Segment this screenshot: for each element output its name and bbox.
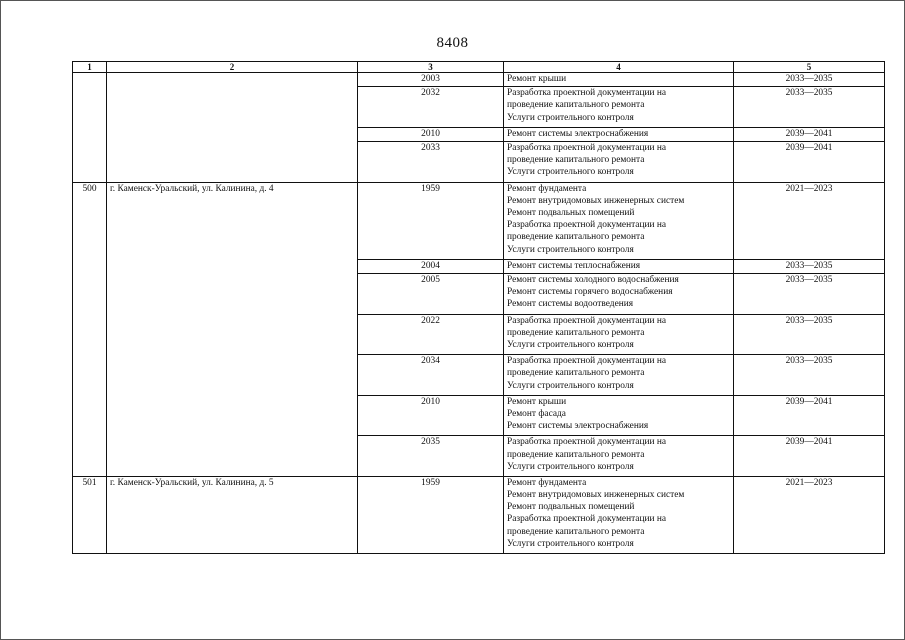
work-item: проведение капитального ремонта: [507, 327, 645, 338]
work-item: Ремонт системы горячего водоснабжения: [507, 287, 673, 298]
work-item: Ремонт крыши: [507, 396, 567, 407]
work-item: Услуги строительного контроля: [507, 461, 634, 472]
work-item: Услуги строительного контроля: [507, 538, 634, 549]
table-row: [73, 476, 885, 553]
cell-address: [107, 314, 358, 355]
work-item: Ремонт внутридомовых инженерных систем: [507, 195, 685, 206]
cell-address: г. Каменск-Уральский, ул. Калинина, д. 5: [107, 476, 358, 553]
cell-year: 2034: [358, 355, 504, 396]
cell-works: [504, 73, 734, 87]
table-body: [73, 73, 885, 554]
work-item: Ремонт системы теплоснабжения: [507, 260, 641, 271]
cell-works: [504, 127, 734, 141]
cell-address: [107, 259, 358, 273]
cell-works: [504, 182, 734, 259]
cell-period: 2021—2023: [734, 476, 885, 553]
cell-period: 2033—2035: [734, 87, 885, 128]
work-item: Разработка проектной документации на: [507, 88, 667, 99]
cell-period: 2033—2035: [734, 314, 885, 355]
cell-year: 2022: [358, 314, 504, 355]
cell-number: [73, 259, 107, 273]
column-header: 3: [358, 62, 504, 73]
work-item: Разработка проектной документации на: [507, 356, 667, 367]
work-item: Ремонт системы электроснабжения: [507, 128, 649, 139]
cell-year: 2005: [358, 273, 504, 314]
work-item: Услуги строительного контроля: [507, 167, 634, 178]
cell-year: 2010: [358, 395, 504, 436]
work-item: Услуги строительного контроля: [507, 244, 634, 255]
cell-year: 2033: [358, 141, 504, 182]
cell-period: 2033—2035: [734, 259, 885, 273]
cell-number: [73, 436, 107, 477]
cell-works: [504, 476, 734, 553]
cell-works: [504, 273, 734, 314]
cell-period: 2021—2023: [734, 182, 885, 259]
cell-works: [504, 314, 734, 355]
work-item: Ремонт фундамента: [507, 477, 587, 488]
cell-year: 1959: [358, 476, 504, 553]
work-item: Разработка проектной документации на: [507, 514, 667, 525]
work-item: Ремонт фундамента: [507, 183, 587, 194]
table-row: [73, 73, 885, 87]
work-item: Услуги строительного контроля: [507, 339, 634, 350]
table-header-row: [73, 62, 885, 73]
work-item: Услуги строительного контроля: [507, 112, 634, 123]
cell-period: 2039—2041: [734, 141, 885, 182]
cell-works: [504, 259, 734, 273]
cell-number: [73, 141, 107, 182]
work-item: Ремонт крыши: [507, 74, 567, 84]
cell-number: [73, 73, 107, 87]
cell-number: [73, 395, 107, 436]
table-row: [73, 87, 885, 128]
work-item: Ремонт подвальных помещений: [507, 207, 635, 218]
cell-year: 2035: [358, 436, 504, 477]
work-item: проведение капитального ремонта: [507, 100, 645, 111]
table-row: [73, 395, 885, 436]
cell-works: [504, 436, 734, 477]
work-item: Ремонт внутридомовых инженерных систем: [507, 490, 685, 501]
cell-number: 501: [73, 476, 107, 553]
work-item: проведение капитального ремонта: [507, 155, 645, 166]
page-number: 8408: [436, 35, 469, 51]
cell-year: 2010: [358, 127, 504, 141]
work-item: Ремонт системы электроснабжения: [507, 421, 649, 432]
cell-year: 2004: [358, 259, 504, 273]
cell-number: [73, 87, 107, 128]
cell-year: 2003: [358, 73, 504, 87]
cell-address: [107, 87, 358, 128]
cell-address: [107, 436, 358, 477]
work-item: проведение капитального ремонта: [507, 526, 645, 537]
cell-number: 500: [73, 182, 107, 259]
capital-repair-table: [72, 61, 885, 554]
work-item: проведение капитального ремонта: [507, 449, 645, 460]
cell-year: 2032: [358, 87, 504, 128]
cell-number: [73, 273, 107, 314]
cell-address: [107, 355, 358, 396]
cell-works: [504, 395, 734, 436]
cell-period: 2039—2041: [734, 127, 885, 141]
work-item: Разработка проектной документации на: [507, 220, 667, 231]
cell-address: [107, 127, 358, 141]
cell-period: 2039—2041: [734, 395, 885, 436]
column-header: 4: [504, 62, 734, 73]
work-item: Услуги строительного контроля: [507, 380, 634, 391]
work-item: Разработка проектной документации на: [507, 315, 667, 326]
cell-address: г. Каменск-Уральский, ул. Калинина, д. 4: [107, 182, 358, 259]
table-row: [73, 182, 885, 259]
table-row: [73, 314, 885, 355]
column-header: 2: [107, 62, 358, 73]
cell-address: [107, 73, 358, 87]
cell-works: [504, 355, 734, 396]
column-header: 5: [734, 62, 885, 73]
cell-number: [73, 127, 107, 141]
work-item: Ремонт системы водоотведения: [507, 299, 634, 310]
work-item: Ремонт подвальных помещений: [507, 502, 635, 513]
work-item: Разработка проектной документации на: [507, 142, 667, 153]
cell-period: 2039—2041: [734, 436, 885, 477]
work-item: Ремонт фасада: [507, 408, 566, 419]
cell-period: 2033—2035: [734, 73, 885, 87]
cell-works: [504, 87, 734, 128]
cell-address: [107, 395, 358, 436]
table-row: [73, 141, 885, 182]
table-row: [73, 436, 885, 477]
table-row: [73, 355, 885, 396]
cell-address: [107, 141, 358, 182]
column-header: 1: [73, 62, 107, 73]
work-item: проведение капитального ремонта: [507, 368, 645, 379]
cell-number: [73, 355, 107, 396]
work-item: проведение капитального ремонта: [507, 232, 645, 243]
table-row: [73, 127, 885, 141]
table-row: [73, 259, 885, 273]
work-item: Ремонт системы холодного водоснабжения: [507, 274, 679, 285]
cell-works: [504, 141, 734, 182]
cell-number: [73, 314, 107, 355]
cell-period: 2033—2035: [734, 355, 885, 396]
cell-address: [107, 273, 358, 314]
table-row: [73, 273, 885, 314]
work-item: Разработка проектной документации на: [507, 437, 667, 448]
cell-year: 1959: [358, 182, 504, 259]
cell-period: 2033—2035: [734, 273, 885, 314]
